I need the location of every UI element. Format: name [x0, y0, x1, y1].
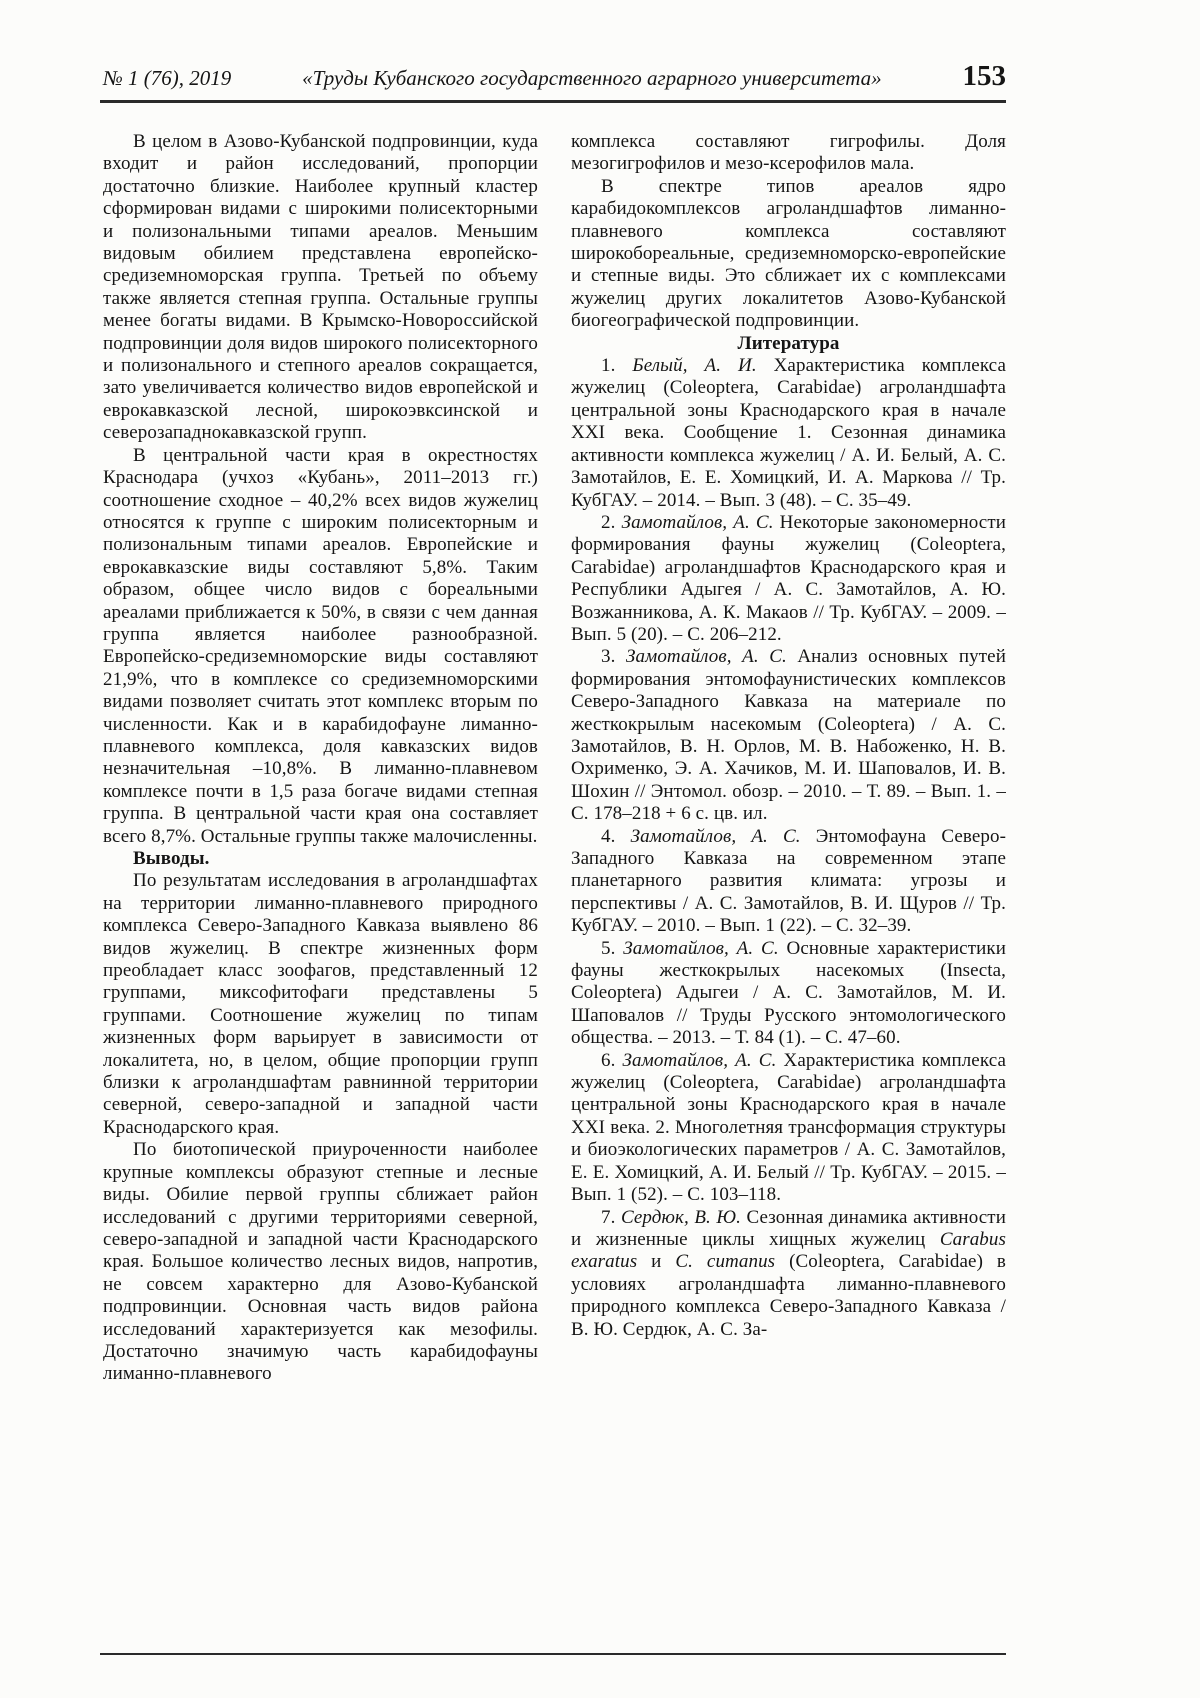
body-text: комплекса составляют гигрофилы. Доля мезогигрофилов и мезо-ксерофилов мала. — [571, 131, 1006, 175]
paragraph — [571, 176, 1006, 333]
italic-text: Замотайлов, А. С. — [630, 825, 801, 847]
body-text: Некоторые закономерности формирования фауны жужелиц (Coleoptera, Carabidae) агроландшафтов Краснодарского края и Республики Адыгея / А. С. Замотайлов, А. Ю. Возжанникова, А. К. Макаов // Тр. КубГАУ. – 2009. – Вып. 5 (20). – С. 206–212. — [571, 511, 1007, 645]
reference-item — [571, 1050, 1006, 1207]
italic-text: Замотайлов, А. С. — [623, 937, 779, 959]
body-text: 6. — [601, 1049, 623, 1071]
body-text: Литература — [737, 332, 840, 354]
body-text: (Coleoptera, Carabidae) в условиях агроландшафта лиманно-плавневого природного комплекса Северо-Западного Кавказа / В. Ю. Сердюк, А. С. За- — [571, 1251, 1006, 1340]
paragraph — [103, 1139, 538, 1385]
paragraph-continuation — [571, 131, 1006, 176]
article-body — [103, 131, 1006, 1386]
italic-text: Сердюк, В. Ю. — [620, 1206, 741, 1228]
paragraph — [103, 445, 538, 848]
body-text: Сезонная динамика активности и жизненные циклы хищных жужелиц — [571, 1206, 1006, 1250]
reference-item — [571, 826, 1006, 938]
italic-text: C. cumanus — [675, 1251, 776, 1273]
body-text: По результатам исследования в агроландшафтах на территории лиманно-плавневого природного комплекса Северо-Западного Кавказа выявлено 86 видов жужелиц. В спектре жизненных форм преобладает класс зоофагов, представленный 12 группами, миксофитофаги представлены 5 группами. Соотношение жужелиц по типам жизненных форм варьирует в зависимости от локалитета, но, в целом, общие пропорции групп близки к агроландшафтам равнинной территории северной, северо-западной и западной части Краснодарского края. — [103, 870, 538, 1138]
body-text: 3. — [601, 646, 626, 668]
body-text: Основные характеристики фауны жесткокрылых насекомых (Insecta, Coleoptera) Адыгеи / А. С. Замотайлов, М. И. Шаповалов // Труды Русского энтомологического общества. – 2013. – Т. 84 (1). – С. 47–60. — [571, 937, 1006, 1049]
right-column — [571, 131, 1006, 1386]
body-text: 5. — [601, 937, 624, 959]
body-text: Характеристика комплекса жужелиц (Coleoptera, Carabidae) агроландшафта центральной зоны Краснодарского края в начале XXI века. Сообщение 1. Сезонная динамика активности комплекса жужелиц / А. И. Белый, А. С. Замотайлов, Е. Е. Хомицкий, И. А. Маркова // Тр. КубГАУ. – 2014. – Вып. 3 (48). – С. 35–49. — [571, 355, 1006, 511]
italic-text: Замотайлов, А. С. — [621, 511, 774, 533]
body-text: и — [637, 1251, 676, 1273]
body-text: 7. — [601, 1206, 621, 1228]
reference-item — [571, 512, 1006, 646]
body-text: По биотопической приуроченности наиболее крупные комплексы образуют степные и лесные виды. Обилие первой группы сближает район исследований с другими территориями северной, северо-западной и западной части Краснодарского края. Большое количество лесных видов, напротив, не совсем характерно для Азово-Кубанской подпровинции. Основная часть видов района исследований характеризуется как мезофилы. Достаточно значимую часть карабидофауны лиманно-плавневого — [103, 1139, 538, 1385]
body-text: Выводы. — [133, 848, 210, 869]
body-text: Анализ основных путей формирования энтомофаунистических комплексов Северо-Западного Кавказа на материале по жесткокрылым насекомым (Coleoptera) / А. С. Замотайлов, В. Н. Орлов, М. В. Набоженко, Н. В. Охрименко, Э. А. Хачиков, М. И. Шаповалов, И. В. Шохин // Энтомол. обозр. – 2010. – Т. 89. – Вып. 1. – С. 178–218 + 6 с. цв. ил. — [571, 646, 1006, 825]
references-section-title — [571, 333, 1006, 355]
reference-item — [571, 355, 1006, 512]
body-text: В целом в Азово-Кубанской подпровинции, куда входит и район исследований, пропорции достаточно близкие. Наиболее крупный кластер сформирован видами с широкими полисекторными и полизональными типами ареалов. Меньшим видовым обилием представлена европейско-средиземноморская группа. Третьей по объему также является степная группа. Остальные группы менее богаты видами. В Крымско-Новороссийской подпровинции доля видов широкого полисекторного и полизонального и степного ареалов сокращается, зато увеличивается количество видов европейской и еврокавказской лесной, широкоэвксинской и северозападнокавказской групп. — [103, 131, 538, 444]
body-text: В центральной части края в окрестностях Краснодара (учхоз «Кубань», 2011–2013 гг.) соотношение сходное – 40,2% всех видов жужелиц относятся к группе с широким полисекторным и полизональным типами ареалов. Европейские и еврокавказские виды составляют 5,8%. Таким образом, общее число видов с бореальными ареалами приближается к 50%, в связи с чем данная группа является наиболее разнообразной. Европейско-средиземноморские виды составляют 21,9%, что в комплексе со средиземноморскими видами позволяет считать этот комплекс вторым по численности. Как и в карабидофауне лиманно-плавневого комплекса, доля кавказских видов незначительная –10,8%. В лиманно-плавневом комплексе почти в 1,5 раза богаче видами степная группа. В центральной части края она составляет всего 8,7%. Остальные группы также малочисленны. — [103, 444, 538, 847]
header-rule — [100, 100, 1006, 103]
reference-item — [571, 1207, 1006, 1341]
paragraph — [103, 870, 538, 1139]
italic-text: Замотайлов, А. С. — [622, 1049, 777, 1071]
italic-text: Carabus exaratus — [571, 1228, 1006, 1273]
body-text: Характеристика комплекса жужелиц (Coleoptera, Carabidae) агроландшафта центральной зоны Краснодарского края в начале XXI века. 2. Многолетняя трансформация структуры и биоэкологических параметров / А. С. Замотайлов, Е. Е. Хомицкий, А. И. Белый // Тр. КубГАУ. – 2015. – Вып. 1 (52). – С. 103–118. — [571, 1049, 1006, 1206]
journal-title: «Труды Кубанского государственного аграрного университета» — [302, 66, 882, 90]
body-text: 2. — [601, 511, 622, 533]
reference-item — [571, 938, 1006, 1050]
reference-item — [571, 646, 1006, 825]
body-text: Энтомофауна Северо-Западного Кавказа на современном этапе планетарного развития климата: угрозы и перспективы / А. С. Замотайлов, В. И. Щуров // Тр. КубГАУ. – 2010. – Вып. 1 (22). – С. 32–39. — [571, 825, 1006, 937]
italic-text: Замотайлов, А. С. — [625, 646, 787, 668]
left-column — [103, 131, 538, 1386]
body-text: 1. — [601, 355, 633, 377]
conclusions-subheading — [103, 848, 538, 870]
page-header — [103, 60, 1006, 93]
footer-rule — [100, 1653, 1006, 1655]
paragraph — [103, 131, 538, 445]
page-number: 153 — [962, 60, 1006, 92]
body-text: В спектре типов ареалов ядро карабидокомплексов агроландшафтов лиманно-плавневого комплекса составляют широкобореальные, средиземноморско-европейские и степные виды. Это сближает их с комплексами жужелиц других локалитетов Азово-Кубанской биогеографической подпровинции. — [571, 175, 1006, 332]
body-text: 4. — [601, 825, 631, 847]
italic-text: Белый, А. И. — [632, 355, 757, 377]
issue-number: № 1 (76), 2019 — [103, 66, 232, 90]
